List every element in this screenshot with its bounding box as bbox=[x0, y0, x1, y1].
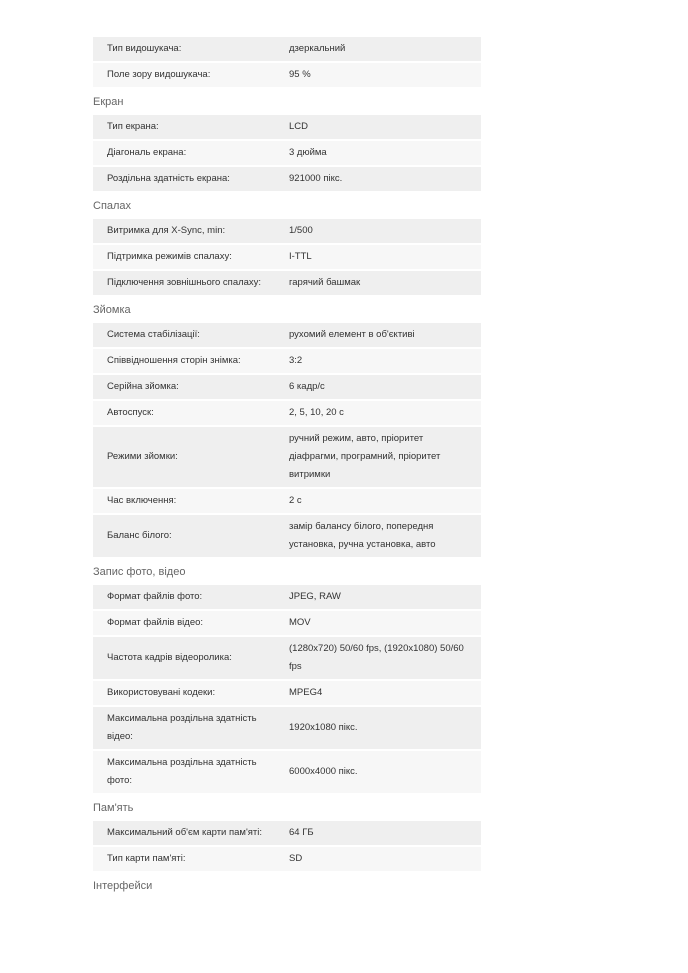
spec-label: Роздільна здатність екрана: bbox=[107, 173, 230, 184]
spec-label: Поле зору видошукача: bbox=[107, 69, 211, 80]
spec-row bbox=[93, 751, 481, 793]
spec-label: Автоспуск: bbox=[107, 407, 154, 418]
spec-row bbox=[93, 63, 481, 87]
spec-row bbox=[93, 707, 481, 749]
spec-row bbox=[93, 219, 481, 243]
spec-label: Витримка для X-Sync, min: bbox=[107, 225, 226, 236]
spec-value: 64 ГБ bbox=[289, 827, 314, 838]
spec-value: 95 % bbox=[289, 69, 311, 80]
spec-row bbox=[93, 427, 481, 487]
spec-value: SD bbox=[289, 853, 303, 864]
spec-value: (1280x720) 50/60 fps, (1920x1080) 50/60 fps bbox=[289, 643, 464, 672]
spec-label: Підтримка режимів спалаху: bbox=[107, 251, 232, 262]
spec-value: 3 дюйма bbox=[289, 147, 327, 158]
spec-label: Система стабілізації: bbox=[107, 329, 200, 340]
spec-value: I-TTL bbox=[289, 251, 312, 262]
section-rows bbox=[93, 115, 481, 191]
spec-row bbox=[93, 167, 481, 191]
spec-value: рухомий елемент в об'єктиві bbox=[289, 329, 415, 340]
spec-label: Максимальна роздільна здатність відео: bbox=[107, 713, 257, 742]
spec-label: Серійна зйомка: bbox=[107, 381, 179, 392]
spec-row bbox=[93, 847, 481, 871]
spec-label: Тип карти пам'яті: bbox=[107, 853, 186, 864]
section-rows bbox=[93, 323, 481, 557]
spec-value: 1920x1080 пікс. bbox=[289, 722, 358, 733]
spec-label: Максимальна роздільна здатність фото: bbox=[107, 757, 257, 786]
section-title: Спалах bbox=[93, 200, 132, 212]
spec-value: гарячий башмак bbox=[289, 277, 361, 288]
spec-value: 1/500 bbox=[289, 225, 313, 236]
spec-label: Використовувані кодеки: bbox=[107, 687, 216, 698]
spec-row bbox=[93, 637, 481, 679]
spec-row bbox=[93, 115, 481, 139]
spec-label: Максимальний об'єм карти пам'яті: bbox=[107, 827, 263, 838]
spec-row bbox=[93, 821, 481, 845]
spec-label: Баланс білого: bbox=[107, 530, 172, 541]
section-rows bbox=[93, 37, 481, 87]
spec-label: Тип видошукача: bbox=[107, 43, 182, 54]
section-title: Інтерфейси bbox=[93, 880, 153, 892]
spec-label: Підключення зовнішнього спалаху: bbox=[107, 277, 262, 288]
spec-value: замір балансу білого, попередня установка, ручна установка, авто bbox=[289, 521, 436, 550]
spec-row bbox=[93, 271, 481, 295]
spec-label: Співвідношення сторін знімка: bbox=[107, 355, 241, 366]
spec-row bbox=[93, 681, 481, 705]
spec-label: Режими зйомки: bbox=[107, 451, 178, 462]
spec-row bbox=[93, 585, 481, 609]
spec-row bbox=[93, 515, 481, 557]
spec-value: дзеркальний bbox=[289, 43, 346, 54]
section-rows bbox=[93, 821, 481, 871]
spec-label: Час включення: bbox=[107, 495, 177, 506]
spec-row bbox=[93, 141, 481, 165]
spec-row bbox=[93, 37, 481, 61]
spec-value: JPEG, RAW bbox=[289, 591, 341, 602]
spec-row bbox=[93, 489, 481, 513]
spec-row bbox=[93, 245, 481, 269]
spec-row bbox=[93, 611, 481, 635]
spec-table bbox=[93, 37, 481, 899]
section-title: Пам'ять bbox=[93, 802, 134, 814]
spec-label: Частота кадрів відеоролика: bbox=[107, 652, 232, 663]
section-rows bbox=[93, 585, 481, 793]
section-rows bbox=[93, 219, 481, 295]
section-title: Екран bbox=[93, 96, 124, 108]
section-title: Запис фото, відео bbox=[93, 566, 186, 578]
spec-value: 921000 пікс. bbox=[289, 173, 343, 184]
spec-value: MOV bbox=[289, 617, 311, 628]
spec-value: 2, 5, 10, 20 с bbox=[289, 407, 344, 418]
spec-label: Тип екрана: bbox=[107, 121, 159, 132]
spec-value: 6000x4000 пікс. bbox=[289, 766, 358, 777]
spec-value: LCD bbox=[289, 121, 309, 132]
spec-row bbox=[93, 349, 481, 373]
spec-value: 3:2 bbox=[289, 355, 303, 366]
spec-value: 2 с bbox=[289, 495, 302, 506]
spec-row bbox=[93, 323, 481, 347]
spec-label: Формат файлів фото: bbox=[107, 591, 203, 602]
section-title: Зйомка bbox=[93, 304, 131, 316]
spec-row bbox=[93, 401, 481, 425]
spec-row bbox=[93, 375, 481, 399]
spec-value: ручний режим, авто, пріоритет діафрагми, програмний, пріоритет витримки bbox=[289, 433, 441, 480]
spec-label: Діагональ екрана: bbox=[107, 147, 187, 158]
spec-value: 6 кадр/с bbox=[289, 381, 325, 392]
spec-label: Формат файлів відео: bbox=[107, 617, 204, 628]
spec-value: MPEG4 bbox=[289, 687, 323, 698]
